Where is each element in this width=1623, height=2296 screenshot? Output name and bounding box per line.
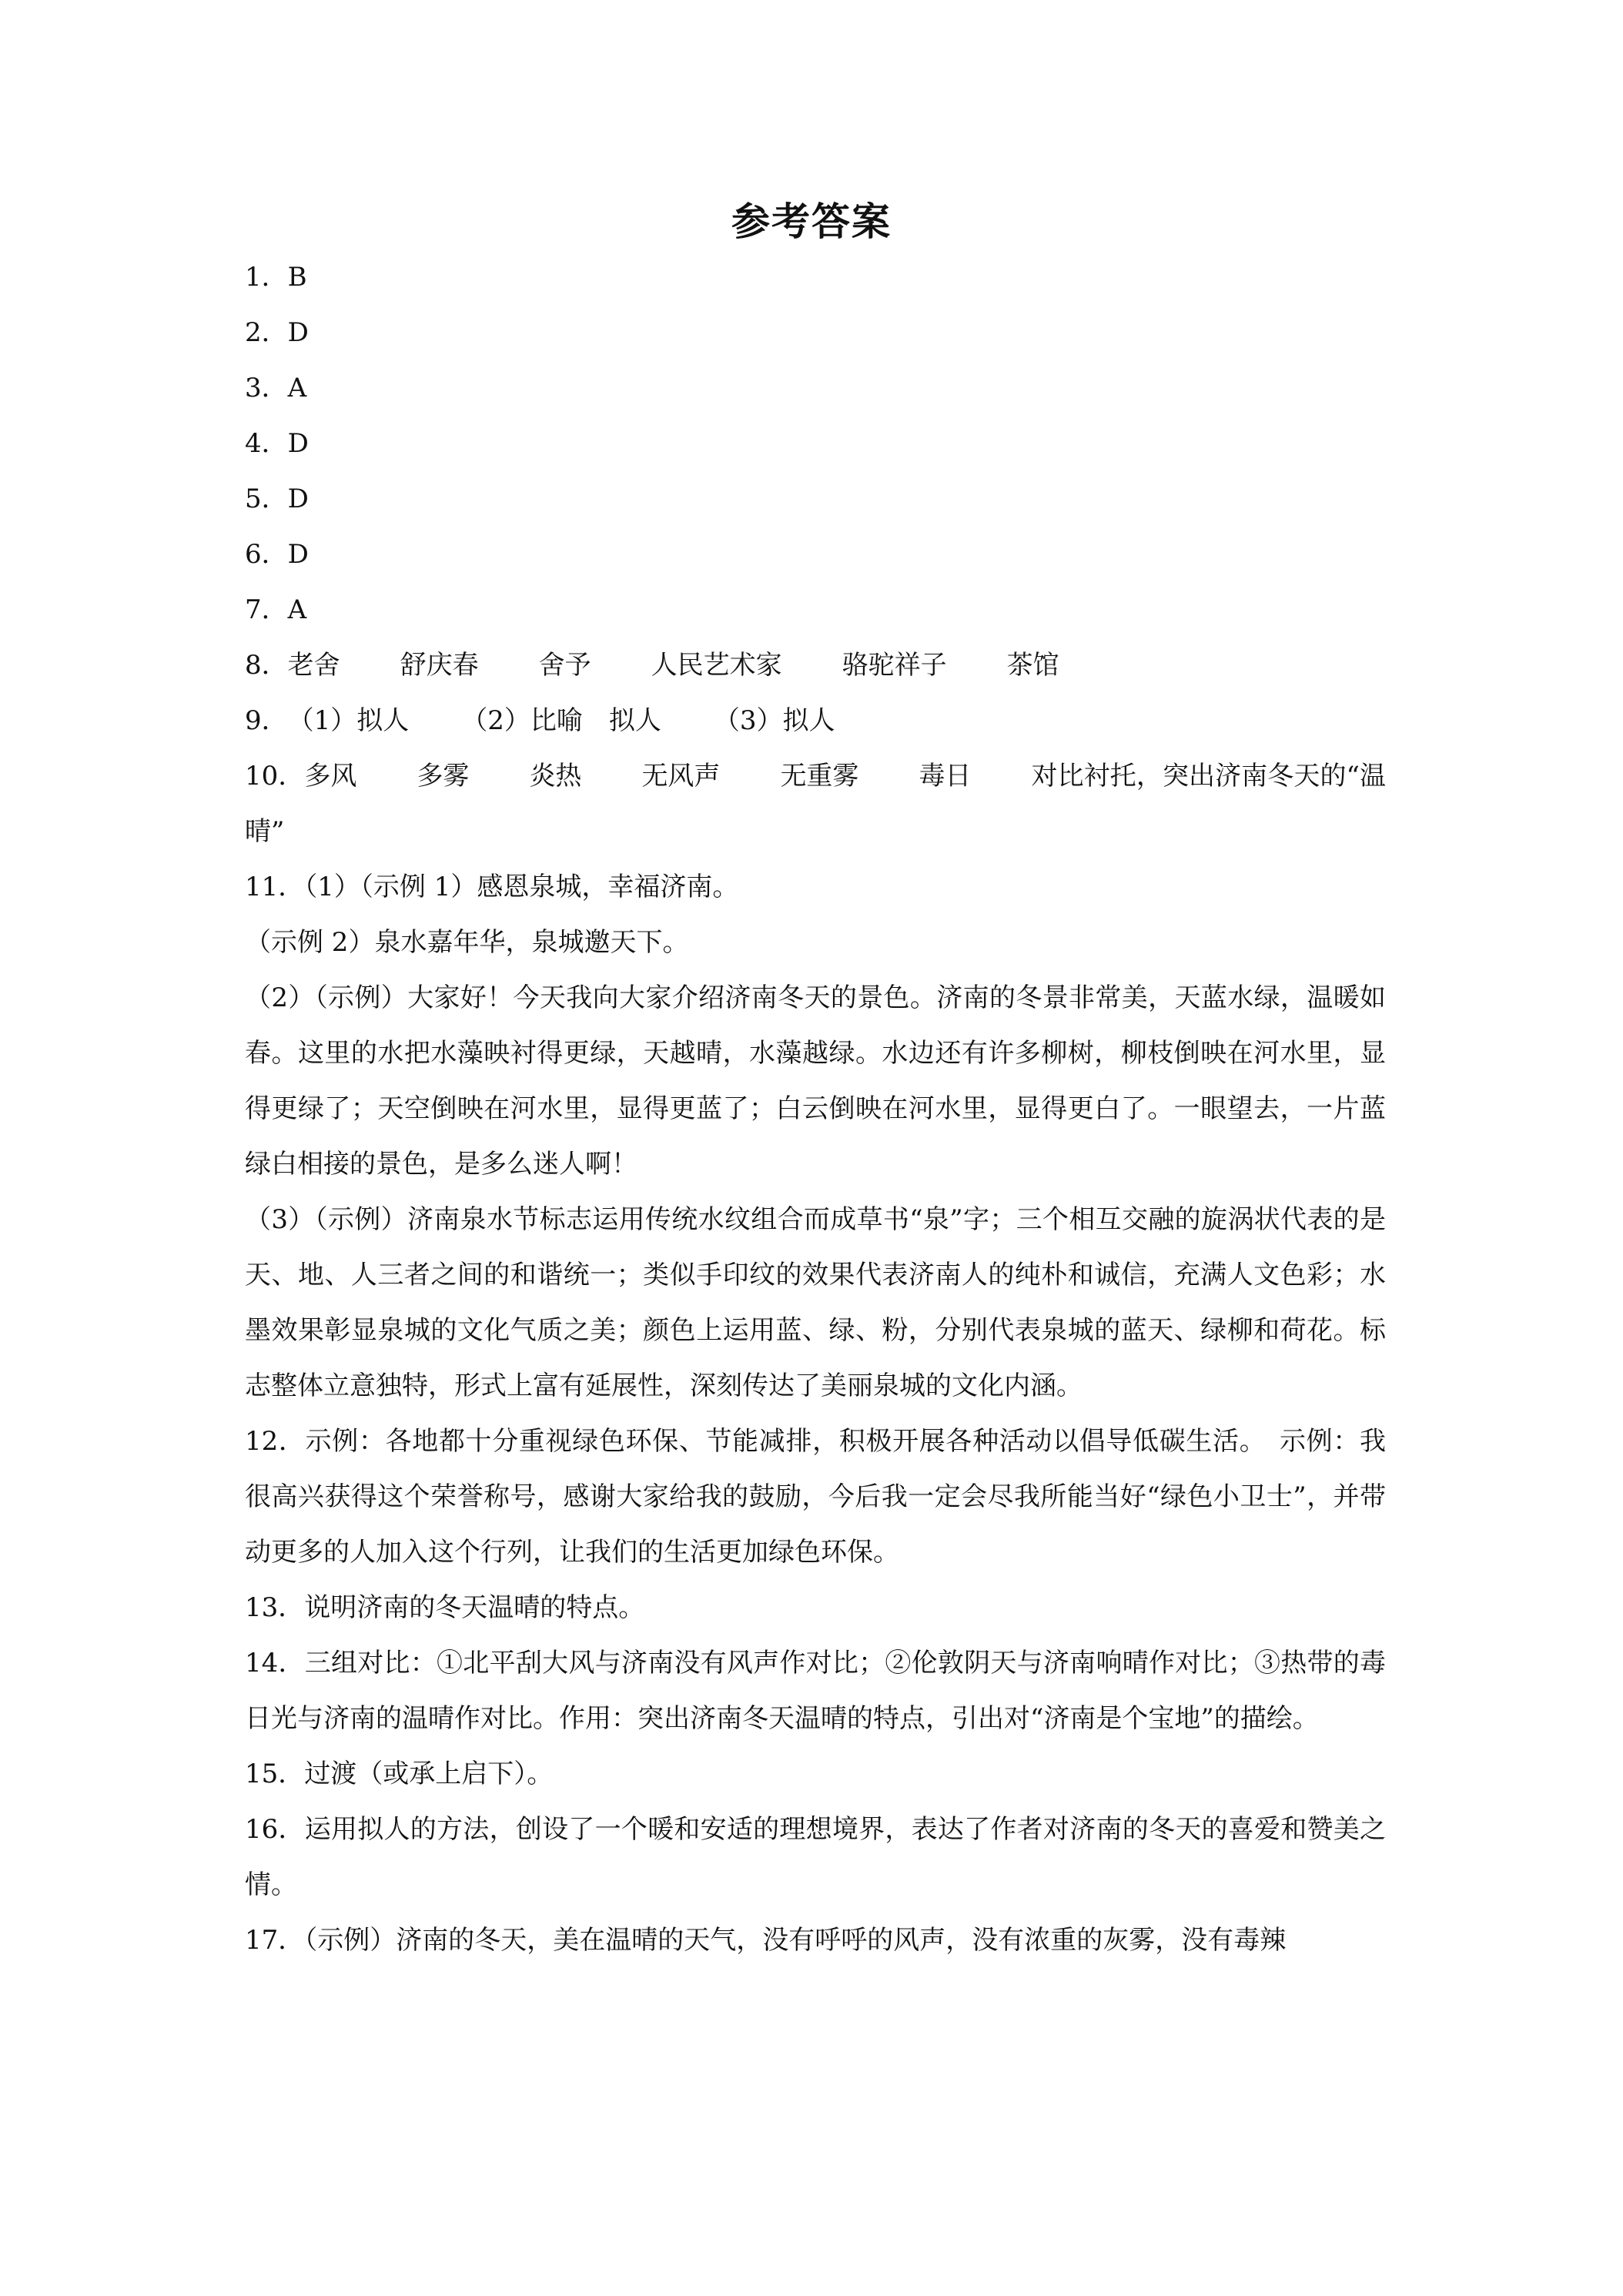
answer-10-item: 无重雾 (780, 761, 859, 792)
answer-2: 2．D (245, 317, 309, 348)
answer-10-item: 炎热 (529, 761, 582, 792)
answer-8-item: 老舍 (287, 650, 340, 681)
answer-17: 17．（示例）济南的冬天，美在温晴的天气，没有呼呼的风声，没有浓重的灰雾，没有毒辣 (245, 1925, 1287, 1956)
answer-11-part-2: （2）（示例）大家好！今天我向大家介绍济南冬天的景色。济南的冬景非常美，天蓝水绿，温暖如春。这里的水把水藻映衬得更绿，天越晴，水藻越绿。水边还有许多柳树，柳枝倒映在河水里，显得更绿了；天空倒映在河水里，显得更蓝了；白云倒映在河水里，显得更白了。一眼望去，一片蓝绿白相接的景色，是多么迷人啊！ (245, 982, 1386, 1180)
answer-9-item: （3）拟人 (713, 705, 835, 736)
answer-8-item: 舒庆春 (400, 650, 479, 681)
answer-4: 4．D (245, 428, 309, 459)
answer-9-item: （2）比喻 拟人 (461, 705, 661, 736)
page-title: 参考答案 (731, 199, 892, 244)
answer-10-number: 10． (245, 761, 305, 792)
answer-8-item: 人民艺术家 (651, 650, 782, 681)
answer-11-part-1: 11．（1）（示例 1）感恩泉城，幸福济南。 (245, 872, 739, 902)
answer-3: 3．A (245, 373, 307, 403)
answer-9 (245, 693, 1386, 748)
answer-8-number: 8． (245, 650, 288, 681)
answer-8 (245, 638, 1386, 693)
answer-10-item: 多雾 (417, 761, 470, 792)
answer-10-tail: 对比衬托，突出济南冬天的“温晴” (245, 761, 1386, 847)
answer-10 (245, 748, 1386, 859)
answer-13: 13．说明济南的冬天温晴的特点。 (245, 1592, 645, 1623)
answer-8-item: 骆驼祥子 (842, 650, 947, 681)
answer-11-part-1-example-2: （示例 2）泉水嘉年华，泉城邀天下。 (245, 927, 689, 958)
answer-list (245, 249, 1386, 1968)
answer-8-item: 舍予 (538, 650, 591, 681)
answer-6: 6．D (245, 539, 309, 570)
answer-8-item: 茶馆 (1006, 650, 1059, 681)
answer-10-item: 无风声 (641, 761, 721, 792)
answer-11-part-3: （3）（示例）济南泉水节标志运用传统水纹组合而成草书“泉”字；三个相互交融的旋涡状代表的是天、地、人三者之间的和谐统一；类似手印纹的效果代表济南人的纯朴和诚信，充满人文色彩；水墨效果彰显泉城的文化气质之美；颜色上运用蓝、绿、粉，分别代表泉城的蓝天、绿柳和荷花。标志整体立意独特，形式上富有延展性，深刻传达了美丽泉城的文化内涵。 (245, 1204, 1386, 1401)
answer-10-item: 多风 (304, 761, 357, 792)
answer-12: 12．示例：各地都十分重视绿色环保、节能减排，积极开展各种活动以倡导低碳生活。 示例：我很高兴获得这个荣誉称号，感谢大家给我的鼓励，今后我一定会尽我所能当好“绿色小卫士”，并带动更多的人加入这个行列，让我们的生活更加绿色环保。 (245, 1426, 1386, 1568)
answer-15: 15．过渡（或承上启下）。 (245, 1759, 554, 1789)
answer-16: 16．运用拟人的方法，创设了一个暖和安适的理想境界，表达了作者对济南的冬天的喜爱和赞美之情。 (245, 1814, 1386, 1900)
answer-1: 1．B (245, 262, 307, 293)
answer-9-number: 9． (245, 705, 288, 736)
answer-5: 5．D (245, 484, 309, 514)
answer-10-item: 毒日 (919, 761, 972, 792)
answer-9-item: （1）拟人 (287, 705, 410, 736)
answer-7: 7．A (245, 594, 307, 625)
answer-14: 14．三组对比：①北平刮大风与济南没有风声作对比；②伦敦阴天与济南响晴作对比；③热带的毒日光与济南的温晴作对比。作用：突出济南冬天温晴的特点，引出对“济南是个宝地”的描绘。 (245, 1648, 1386, 1734)
